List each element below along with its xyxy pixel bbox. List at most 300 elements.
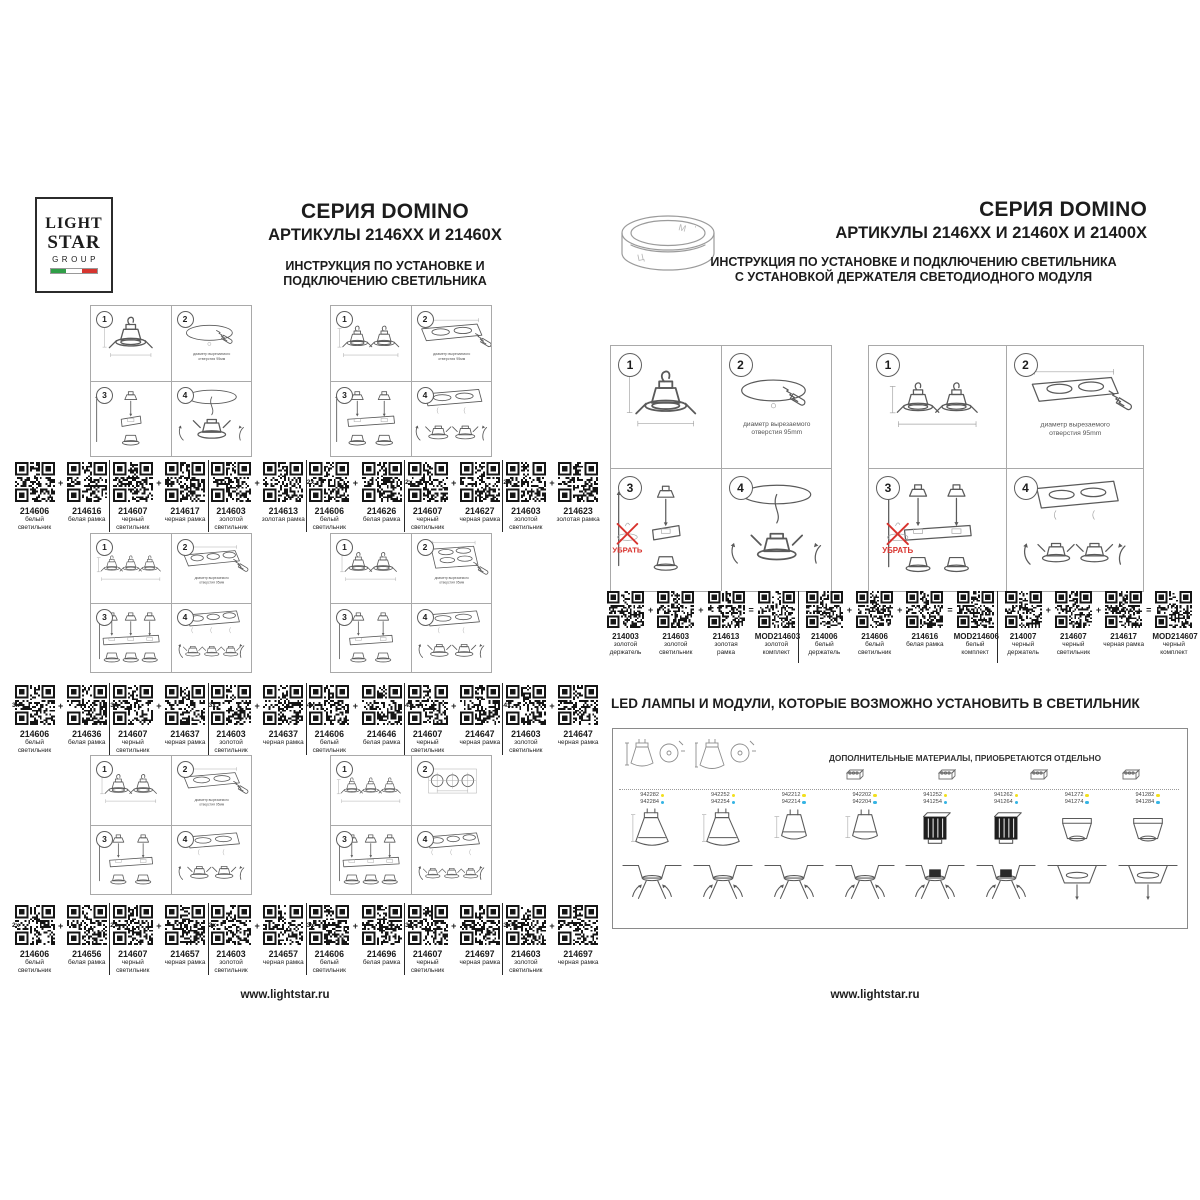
product-code: MOD214607 — [1152, 632, 1198, 641]
instruction-step-3 — [91, 604, 171, 673]
qr-item — [457, 685, 502, 747]
articles-right: АРТИКУЛЫ 2146XX И 21460X И 21400X — [835, 224, 1147, 242]
qr-item — [12, 685, 57, 755]
warm-white-dot — [1156, 794, 1160, 798]
qr-item — [754, 591, 801, 657]
qr-code — [165, 462, 205, 502]
qr-code — [460, 685, 500, 725]
cool-white-dot — [802, 801, 806, 805]
step-number: 3 — [336, 387, 353, 404]
downlight-drawing — [692, 856, 754, 911]
product-code: 214637 — [268, 729, 298, 739]
qr-code — [1005, 591, 1042, 628]
led-lamp-column — [759, 792, 830, 924]
plus-sign: + — [451, 701, 457, 711]
qr-code — [263, 905, 303, 945]
right-page-header — [677, 198, 1147, 284]
product-desc: белый светильник — [17, 516, 52, 531]
led-article: 942204 — [852, 798, 872, 805]
downlight-drawing — [975, 856, 1037, 911]
product-desc: черная рамка — [164, 739, 206, 747]
led-article: 941282 — [1135, 792, 1155, 798]
qr-item — [359, 905, 404, 967]
quantity-multiplier: 4x — [405, 702, 413, 709]
product-desc: черная рамка — [164, 516, 206, 524]
plus-sign: + — [549, 921, 555, 931]
instruction-step-3 — [91, 826, 171, 895]
qr-code — [113, 685, 153, 725]
quantity-multiplier: 3x — [208, 702, 217, 709]
product-code: 214623 — [563, 506, 593, 516]
qr-code — [362, 462, 402, 502]
step-number: 4 — [177, 609, 194, 626]
qr-pair — [306, 460, 404, 532]
product-desc: черная рамка — [459, 739, 501, 747]
product-desc: черная рамка — [557, 959, 599, 967]
product-desc: черный светильник — [410, 959, 445, 974]
qr-code — [165, 905, 205, 945]
instruction-block-double-rect — [330, 305, 492, 457]
product-code: 214697 — [465, 949, 495, 959]
instruction-step-1 — [91, 756, 171, 825]
product-code: 214646 — [366, 729, 397, 739]
product-desc: золотой светильник — [509, 516, 543, 531]
svg-text:отверстия 95мм: отверстия 95мм — [197, 357, 225, 362]
product-code: 214606 — [861, 632, 888, 641]
product-desc: черный комплект — [1160, 641, 1188, 657]
product-code: MOD214603 — [754, 632, 801, 641]
instruction-step-3 — [611, 469, 721, 591]
downlight-drawing — [904, 856, 966, 911]
qr-item — [954, 591, 997, 657]
step-number: 4 — [417, 387, 434, 404]
product-desc: золотой светильник — [214, 739, 248, 754]
qr-item — [457, 462, 502, 524]
qr-pair — [109, 683, 207, 755]
quantity-multiplier: 4x — [503, 702, 511, 709]
dotted-divider — [619, 789, 1179, 790]
website-right: www.lightstar.ru — [830, 989, 920, 1001]
plus-sign: + — [451, 478, 457, 488]
plus-sign: + — [58, 701, 64, 711]
product-desc: золотой комплект — [762, 641, 790, 657]
instruction-step-1 — [869, 346, 1006, 468]
instruction-step-4 — [172, 826, 252, 895]
led-lamp-columns — [617, 792, 1183, 924]
product-code: 214613 — [268, 506, 298, 516]
instruction-block-module-double — [868, 345, 1144, 592]
warm-white-dot — [944, 794, 948, 798]
qr-item — [64, 905, 109, 967]
product-code: 214607 — [118, 729, 148, 739]
product-code: 214617 — [170, 506, 200, 516]
instruction-step-1 — [91, 534, 171, 603]
qr-item — [503, 685, 548, 755]
product-desc: белая рамка — [362, 959, 401, 967]
qr-pair — [109, 460, 207, 532]
product-code: 214007 — [1009, 632, 1037, 641]
product-desc: черная рамка — [262, 959, 304, 967]
qr-code — [306, 462, 349, 502]
articles-left: АРТИКУЛЫ 2146XX И 21460X — [268, 226, 502, 244]
qr-item — [1002, 591, 1045, 657]
module-icons — [843, 767, 1143, 788]
qr-item — [307, 462, 352, 532]
series-title-left: СЕРИЯ DOMINO — [301, 200, 469, 223]
qr-code — [657, 591, 694, 628]
instruction-step-4 — [412, 604, 492, 673]
qr-item — [110, 685, 155, 755]
instruction-step-2 — [172, 306, 252, 381]
qr-pair — [306, 903, 404, 975]
qr-item — [705, 591, 748, 657]
qr-code — [362, 905, 402, 945]
qr-item — [12, 905, 57, 975]
cool-white-dot — [944, 801, 948, 805]
led-article: 941274 — [1064, 798, 1084, 805]
qr-pair — [502, 903, 600, 975]
qr-code — [460, 905, 500, 945]
qr-pair — [306, 683, 404, 755]
step-number: 3 — [618, 476, 642, 500]
warm-white-dot — [1085, 794, 1089, 798]
step-number: 4 — [1014, 476, 1038, 500]
plus-sign: + — [1045, 605, 1051, 615]
product-desc: черная рамка — [459, 516, 501, 524]
product-desc: золотой светильник — [509, 959, 543, 974]
step-number: 4 — [177, 387, 194, 404]
product-code: 214616 — [72, 506, 102, 516]
step-number: 1 — [336, 539, 353, 556]
step-number: 3 — [876, 476, 900, 500]
led-lamp-column — [971, 792, 1042, 924]
led-article: 942212 — [781, 792, 801, 798]
step-number: 2 — [177, 539, 194, 556]
italian-flag-bar — [50, 268, 98, 274]
cool-white-dot — [873, 801, 877, 805]
instruction-step-2 — [172, 534, 252, 603]
qr-code — [263, 685, 303, 725]
qr-code — [306, 905, 349, 945]
product-code: 214006 — [810, 632, 838, 641]
led-lamp-drawing — [631, 807, 673, 856]
qr-item — [64, 685, 109, 747]
led-lamp-column — [900, 792, 971, 924]
warm-white-dot — [873, 794, 877, 798]
step-number: 4 — [417, 831, 434, 848]
qr-code — [708, 591, 745, 628]
led-article-numbers — [923, 792, 947, 807]
step-number: 3 — [336, 831, 353, 848]
qr-item — [163, 462, 208, 524]
product-code: 214606 — [314, 506, 344, 516]
quantity-multiplier: 3x — [503, 922, 511, 929]
qr-code — [15, 685, 55, 725]
qr-code — [211, 462, 251, 502]
led-lamp-column — [829, 792, 900, 924]
product-desc: белый светильник — [17, 959, 52, 974]
website-left: www.lightstar.ru — [240, 989, 330, 1001]
step-number: 2 — [417, 539, 434, 556]
led-article: 942282 — [640, 792, 659, 798]
instruction-step-3 — [331, 382, 411, 457]
led-compatibility-box — [612, 728, 1188, 929]
instruction-line1-right: ИНСТРУКЦИЯ ПО УСТАНОВКЕ И ПОДКЛЮЧЕНИЮ СВЕТИЛЬНИКА — [710, 255, 1117, 269]
qr-pair — [502, 460, 600, 532]
led-article: 942252 — [711, 792, 730, 798]
product-code: 214606 — [314, 729, 344, 739]
instruction-step-4 — [1007, 469, 1144, 591]
qr-code — [506, 462, 546, 502]
led-article: 941284 — [1135, 798, 1155, 805]
qr-pair — [12, 460, 109, 532]
step-number: 3 — [96, 387, 113, 404]
qr-item — [405, 685, 450, 755]
product-desc: черная рамка — [459, 959, 501, 967]
led-lamp-column — [688, 792, 759, 924]
product-desc: черный светильник — [410, 739, 445, 754]
led-article: 942284 — [640, 798, 659, 805]
product-desc: белая рамка — [362, 516, 401, 524]
qr-code — [1055, 591, 1092, 628]
instruction-step-2 — [1007, 346, 1144, 468]
cool-white-dot — [1085, 801, 1089, 805]
product-desc: черная рамка — [1103, 641, 1144, 649]
led-section-title: LED ЛАМПЫ И МОДУЛИ, КОТОРЫЕ ВОЗМОЖНО УСТАНОВИТЬ В СВЕТИЛЬНИК — [611, 696, 1140, 711]
product-code: 214637 — [170, 729, 200, 739]
instruction-step-4 — [412, 826, 492, 895]
downlight-drawing — [763, 856, 825, 911]
qr-code — [906, 591, 943, 628]
svg-text:диаметр вырезаемого: диаметр вырезаемого — [194, 576, 229, 581]
qr-pair — [12, 903, 109, 975]
product-code: 214606 — [19, 949, 50, 959]
led-lamp-drawing — [985, 807, 1027, 856]
product-desc: золотая рамка — [261, 516, 305, 524]
qr-code — [758, 591, 795, 628]
step-number: 1 — [336, 761, 353, 778]
instruction-block-module-single — [610, 345, 832, 592]
instruction-step-3 — [91, 382, 171, 457]
quantity-multiplier: 2x — [12, 922, 20, 929]
product-desc: белая рамка — [68, 959, 106, 967]
product-desc: белый светильник — [17, 739, 52, 754]
module-icon — [843, 767, 867, 788]
product-code: 214656 — [72, 949, 102, 959]
product-code: 214606 — [19, 729, 50, 739]
qr-code — [558, 685, 598, 725]
qr-item — [556, 905, 601, 967]
module-icon — [935, 767, 959, 788]
product-desc: золотой светильник — [214, 516, 248, 531]
plus-sign: + — [254, 921, 260, 931]
qr-code — [15, 462, 55, 502]
plus-sign: + — [156, 478, 162, 488]
plus-sign: + — [58, 921, 64, 931]
cool-white-dot — [732, 801, 736, 805]
svg-text:отверстия 95мм: отверстия 95мм — [198, 580, 224, 585]
additional-materials-note: ДОПОЛНИТЕЛЬНЫЕ МАТЕРИАЛЫ, ПРИОБРЕТАЮТСЯ ОТДЕЛЬНО — [828, 753, 1102, 763]
led-article-numbers — [994, 792, 1018, 807]
logo-word-light: LIGHT — [45, 215, 103, 232]
qr-row-3 — [12, 903, 599, 975]
step-number: 2 — [177, 761, 194, 778]
qr-pair — [208, 903, 306, 975]
cool-white-dot — [661, 801, 665, 805]
step-number: 1 — [618, 353, 642, 377]
svg-text:отверстия 95мм: отверстия 95мм — [437, 357, 465, 362]
flag-green — [51, 269, 66, 273]
product-code: 214606 — [19, 506, 50, 516]
quantity-multiplier: 2x — [110, 922, 118, 929]
qr-item — [110, 905, 155, 975]
step-number: 2 — [1014, 353, 1038, 377]
step-number: 1 — [96, 539, 113, 556]
equals-sign: = — [947, 605, 953, 615]
product-code: 214607 — [412, 729, 443, 739]
product-desc: белый держатель — [808, 641, 841, 657]
product-desc: золотая рамка — [714, 641, 738, 657]
qr-item — [359, 462, 404, 524]
svg-text:Ц: Ц — [636, 251, 645, 263]
downlight-drawing — [834, 856, 896, 911]
qr-item — [359, 685, 404, 747]
led-article: 942202 — [852, 792, 872, 798]
plus-sign: + — [352, 701, 359, 711]
plus-sign: + — [549, 478, 555, 488]
step-number: 3 — [96, 831, 113, 848]
flag-red — [82, 269, 97, 273]
product-code: 214603 — [511, 506, 541, 516]
qr-code — [607, 591, 644, 628]
step-number: 2 — [417, 761, 434, 778]
quantity-multiplier: 2x — [405, 479, 413, 486]
product-code: 214657 — [268, 949, 298, 959]
qr-item — [556, 462, 601, 524]
qr-code — [558, 905, 598, 945]
qr-code — [460, 462, 500, 502]
qr-code — [208, 905, 251, 945]
product-desc: золотая рамка — [556, 516, 600, 524]
product-desc: золотой держатель — [609, 641, 642, 657]
plus-sign: + — [352, 921, 359, 931]
step-number: 4 — [729, 476, 753, 500]
svg-text:диаметр вырезаемого: диаметр вырезаемого — [742, 420, 810, 428]
warm-white-dot — [732, 794, 736, 798]
instruction-step-2 — [412, 756, 492, 825]
qr-pair — [404, 903, 502, 975]
instruction-block-single-round — [90, 305, 252, 457]
step-number: 4 — [417, 609, 434, 626]
qr-code — [208, 685, 251, 725]
svg-text:M: M — [677, 222, 688, 234]
quantity-multiplier: 3x — [306, 922, 315, 929]
led-article-numbers — [1065, 792, 1089, 807]
qr-item — [457, 905, 502, 967]
qr-row-2 — [12, 683, 599, 755]
qr-item — [604, 591, 647, 657]
lightstar-logo — [35, 197, 113, 293]
instruction-step-2 — [412, 534, 492, 603]
led-article: 941252 — [923, 792, 942, 798]
step-number: 3 — [336, 609, 353, 626]
quantity-multiplier: 3x — [12, 702, 20, 709]
qr-code — [306, 685, 349, 725]
qr-code — [957, 591, 994, 628]
svg-text:отверстия 95мм: отверстия 95мм — [438, 580, 464, 585]
instruction-step-2 — [172, 756, 252, 825]
led-article: 941262 — [994, 792, 1013, 798]
qr-item — [307, 905, 352, 975]
plus-sign: + — [156, 701, 162, 711]
qr-item — [261, 685, 306, 747]
product-desc: белая рамка — [362, 739, 401, 747]
plus-sign: + — [897, 605, 903, 615]
instruction-line2-left: ПОДКЛЮЧЕНИЮ СВЕТИЛЬНИКА — [283, 274, 487, 288]
qr-code — [1155, 591, 1192, 628]
plus-sign: + — [352, 478, 359, 488]
qr-kit-group — [604, 591, 801, 663]
plus-sign: + — [254, 478, 260, 488]
instruction-block-triple-square — [330, 755, 492, 895]
svg-text:диаметр вырезаемого: диаметр вырезаемого — [434, 576, 469, 581]
product-desc: белая рамка — [906, 641, 944, 649]
lamp-dimension-drawing-1 — [625, 737, 689, 794]
instruction-step-1 — [331, 534, 411, 603]
product-code: 214647 — [465, 729, 495, 739]
qr-code — [408, 685, 448, 725]
quantity-multiplier: 4x — [306, 702, 315, 709]
led-article: 942214 — [781, 798, 801, 805]
led-lamp-drawing — [1056, 807, 1098, 856]
svg-text:диаметр вырезаемого: диаметр вырезаемого — [1040, 421, 1110, 429]
led-article-numbers — [711, 792, 735, 807]
downlight-drawing — [1046, 856, 1108, 911]
qr-item — [209, 905, 254, 975]
qr-pair — [12, 683, 109, 755]
equals-sign: = — [1146, 605, 1152, 615]
step-number: 1 — [876, 353, 900, 377]
plus-sign: + — [451, 921, 457, 931]
product-code: 214616 — [911, 632, 939, 641]
led-article-numbers — [853, 792, 877, 807]
led-lamp-drawing — [702, 807, 744, 856]
qr-item — [12, 462, 57, 532]
series-title-right: СЕРИЯ DOMINO — [979, 198, 1147, 221]
product-code: 214627 — [465, 506, 495, 516]
qr-item — [405, 905, 450, 975]
qr-item — [654, 591, 697, 657]
instruction-step-1 — [611, 346, 721, 468]
equals-sign: = — [748, 605, 754, 615]
product-code: 214003 — [612, 632, 639, 641]
instruction-step-3 — [869, 469, 1006, 591]
plus-sign: + — [58, 478, 64, 488]
qr-item — [405, 462, 450, 532]
svg-text:отверстия 95mm: отверстия 95mm — [750, 429, 802, 437]
qr-kit-group — [798, 591, 997, 663]
qr-code — [15, 905, 55, 945]
product-code: 214626 — [366, 506, 397, 516]
qr-code — [67, 905, 107, 945]
plus-sign: + — [698, 605, 704, 615]
qr-item — [1052, 591, 1095, 657]
qr-item — [803, 591, 846, 657]
qr-item — [163, 685, 208, 747]
product-desc: черный светильник — [116, 959, 150, 974]
product-desc: золотой светильник — [509, 739, 543, 754]
lamp-dimension-drawing-2 — [695, 737, 759, 794]
